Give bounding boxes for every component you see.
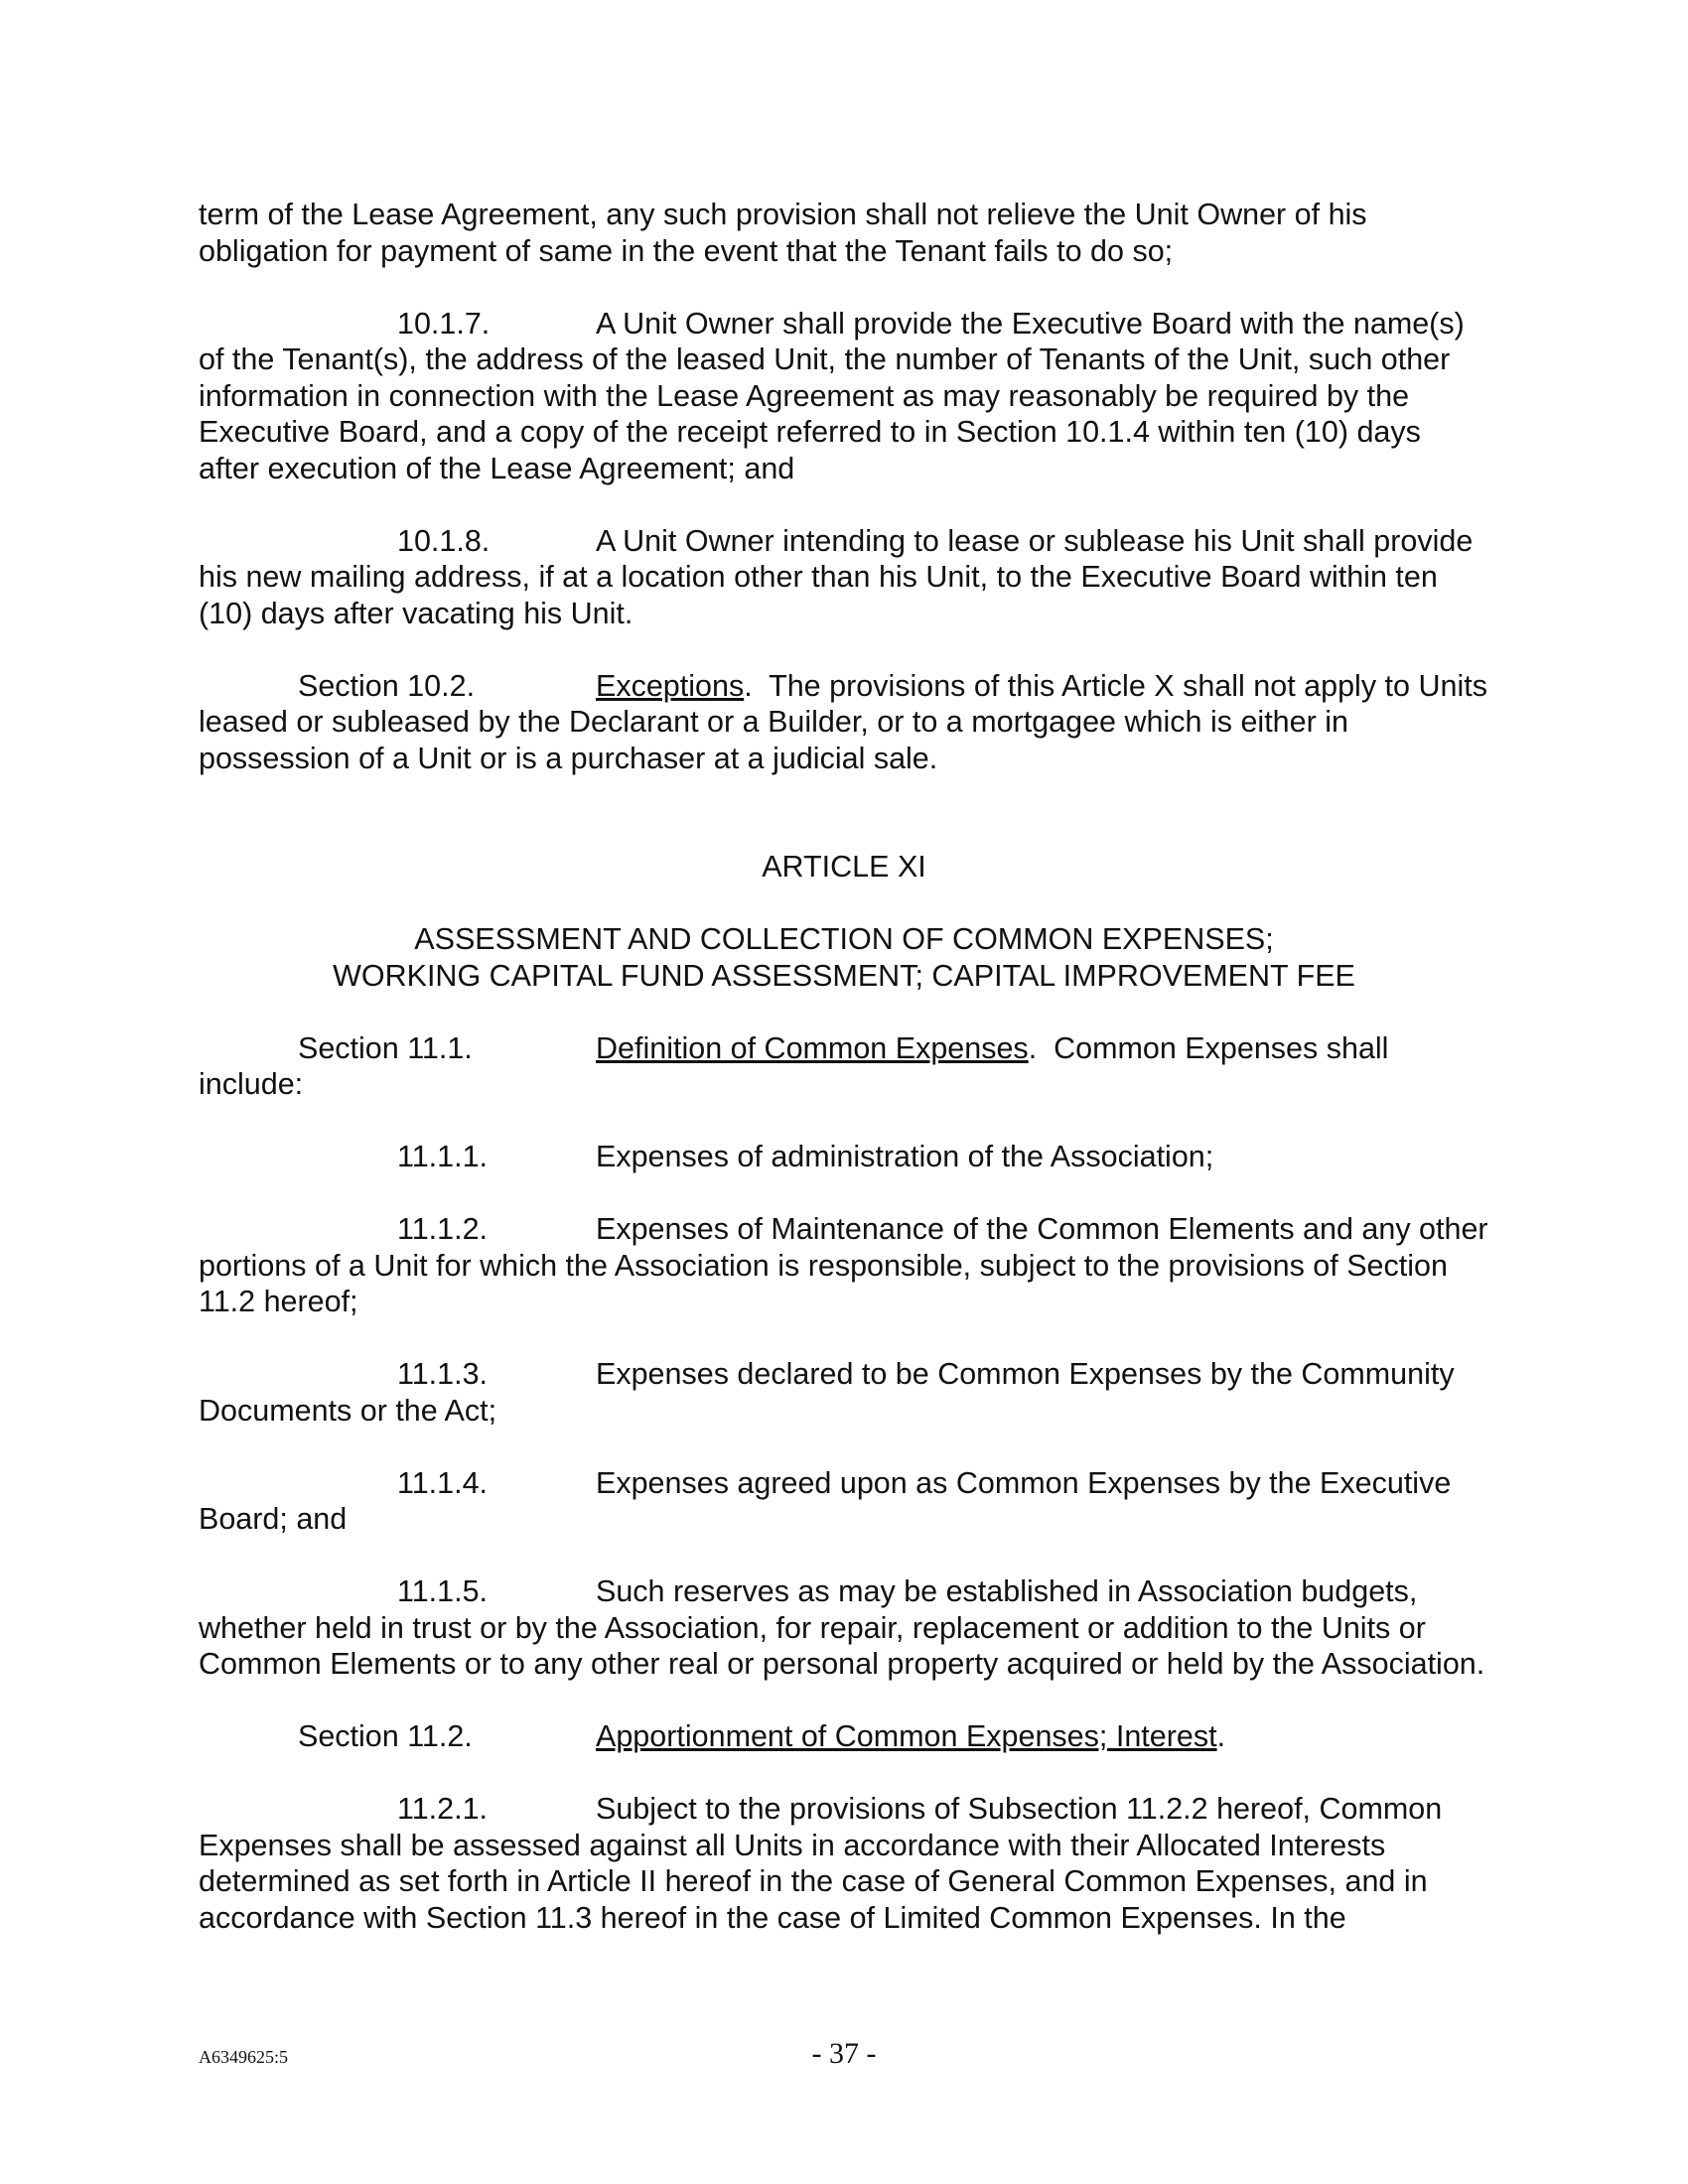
section-heading: Definition of Common Expenses — [596, 1030, 1029, 1065]
document-page — [199, 197, 1489, 1973]
section-number: Section 11.2. — [298, 1719, 473, 1753]
article-subtitle — [199, 921, 1489, 994]
paragraph-number: 11.1.2. — [397, 1212, 489, 1246]
paragraph-number: 11.2.1. — [397, 1792, 489, 1826]
paragraph-number: 11.1.3. — [397, 1357, 489, 1391]
paragraph-11-1-2 — [199, 1211, 1489, 1320]
article-subtitle-line-1: ASSESSMENT AND COLLECTION OF COMMON EXPENSES; — [414, 922, 1274, 956]
paragraph-11-1-5 — [199, 1573, 1489, 1683]
paragraph-11-1-4 — [199, 1465, 1489, 1538]
paragraph-text: term of the Lease Agreement, any such provision shall not relieve the Unit Owner of his obligation for payment of same in the event that the Tenant fails to do so; — [199, 198, 1367, 268]
section-heading: Apportionment of Common Expenses; Interest — [596, 1719, 1217, 1753]
section-number: Section 10.2. — [298, 668, 476, 703]
paragraph-10-1-8 — [199, 523, 1489, 632]
paragraph-text: Expenses declared to be Common Expenses by the Community Documents or the Act; — [199, 1357, 1455, 1428]
paragraph-text: Subject to the provisions of Subsection 11.2.2 hereof, Common Expenses shall be assessed against all Units in accordance with their Allocated Interests determined as set forth in Article II hereof in the case of General Common Expenses, and in accordance with Section 11.3 hereof in the case of Limited Common Expenses. In the — [199, 1792, 1443, 1935]
paragraph-text: A Unit Owner shall provide the Executive Board with the name(s) of the Tenant(s), the address of the leased Unit, the number of Tenants of the Unit, such other information in connection with the Lease Agreement as may reasonably be required by the Executive Board, and a copy of the receipt referred to in Section 10.1.4 within ten (10) days after execution of the Lease Agreement; and — [199, 306, 1465, 485]
document-id: A6349625:5 — [199, 2047, 288, 2067]
paragraph-11-1-3 — [199, 1356, 1489, 1429]
paragraph-text: Expenses agreed upon as Common Expenses by the Executive Board; and — [199, 1465, 1452, 1536]
paragraph-number: 10.1.7. — [397, 306, 491, 341]
article-title: ARTICLE XI — [762, 850, 926, 884]
paragraph-text: Expenses of Maintenance of the Common Elements and any other portions of a Unit for which the Association is responsible, subject to the provisions of Section 11.2 hereof; — [199, 1212, 1488, 1318]
section-number: Section 11.1. — [298, 1030, 473, 1065]
section-heading: Exceptions — [596, 668, 745, 703]
page-number: - 37 - — [811, 2037, 877, 2070]
paragraph-number: 11.1.4. — [397, 1465, 489, 1500]
section-11-1: Section 11.1. Definition of Common Expenses. Common Expenses shall include: — [199, 1030, 1389, 1101]
paragraph-text: Expenses of administration of the Association; — [596, 1140, 1214, 1173]
paragraph-10-1-7 — [199, 306, 1489, 487]
article-subtitle-line-2: WORKING CAPITAL FUND ASSESSMENT; CAPITAL IMPROVEMENT FEE — [333, 958, 1355, 993]
section-text: Common Expenses shall include: — [199, 1030, 1389, 1101]
paragraph-11-2-1 — [199, 1791, 1489, 1936]
paragraph-number: 10.1.8. — [397, 523, 491, 558]
paragraph-number: 11.1.5. — [397, 1574, 489, 1608]
continued-paragraph — [199, 197, 1489, 269]
paragraph-11-1-1 — [199, 1139, 1489, 1175]
paragraph-text: Such reserves as may be established in Association budgets, whether held in trust or by the Association, for repair, replacement or addition to the Units or Common Elements or to any other real or personal property acquired or held by the Association. — [199, 1574, 1485, 1681]
paragraph-text: A Unit Owner intending to lease or sublease his Unit shall provide his new mailing address, if at a location other than his Unit, to the Executive Board within ten (10) days after vacating his Unit. — [199, 523, 1474, 630]
section-text: The provisions of this Article X shall not apply to Units leased or subleased by the Declarant or a Builder, or to a mortgagee which is either in possession of a Unit or is a purchaser at a judicial sale. — [199, 668, 1487, 775]
section-10-2: Section 10.2. Exceptions. The provisions of this Article X shall not apply to Units leased or subleased by the Declarant or a Builder, or to a mortgagee which is either in possession of a Unit or is a purchaser at a judicial sale. — [199, 668, 1487, 775]
paragraph-number: 11.1.1. — [397, 1140, 489, 1173]
section-11-2: Section 11.2. Apportionment of Common Expenses; Interest. — [298, 1719, 1226, 1753]
